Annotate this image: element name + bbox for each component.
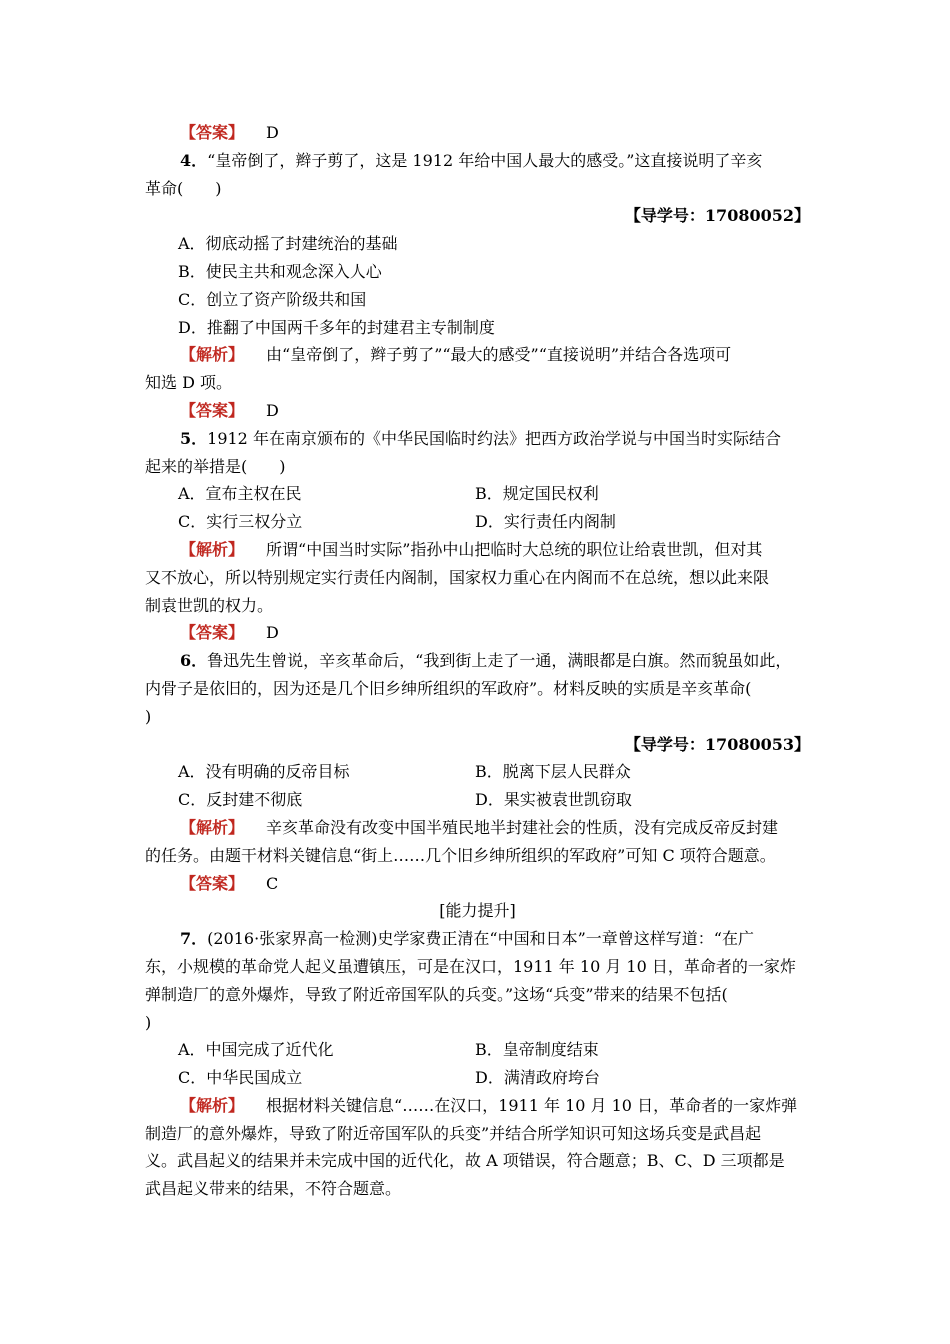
text-line [145,953,810,981]
section-heading [145,897,810,925]
answer-line [145,619,810,647]
option-text: D．推翻了中国两千多年的封建君主专制制度 [178,317,495,337]
option-line [145,314,810,342]
option-left: C．中华民国成立 [178,1068,303,1088]
line-text: 武昌起义带来的结果，不符合题意。 [145,1179,402,1199]
text-line [145,592,810,620]
answer-tag: 【答案】 [180,623,245,643]
line-text: 的任务。由题干材料关键信息“街上……几个旧乡绅所组织的军政府”可知 C 项符合题意。 [145,845,776,865]
line-text: 制袁世凯的权力。 [145,595,274,615]
line-text: 义。武昌起义的结果并未完成中国的近代化，故 A 项错误，符合题意；B、C、D 三项都是 [145,1151,785,1171]
option-left: A．宣布主权在民 [178,484,302,504]
line-text: 制造厂的意外爆炸，导致了附近帝国军队的兵变”并结合所学知识可知这场兵变是武昌起 [145,1123,762,1143]
text-line [145,842,810,870]
answer-line [145,397,810,425]
question-text: 1912 年在南京颁布的《中华民国临时约法》把西方政治学说与中国当时实际结合 [207,428,781,448]
option-row [145,1064,810,1092]
line-text: 知选 D 项。 [145,373,233,393]
analysis-line [145,1092,810,1120]
question-line [145,647,810,675]
line-text: ) [145,706,152,726]
answer-tag: 【答案】 [180,400,245,420]
text-line [145,675,810,703]
option-row [145,480,810,508]
question-line [145,425,810,453]
line-text: 弹制造厂的意外爆炸，导致了附近帝国军队的兵变。”这场“兵变”带来的结果不包括( [145,984,728,1004]
option-text: A．彻底动摇了封建统治的基础 [178,234,398,254]
reference-text: 【导学号：17080053】 [624,734,810,754]
option-text: B．使民主共和观念深入人心 [178,261,382,281]
analysis-line [145,536,810,564]
option-row [145,758,810,786]
question-number: 5． [180,428,208,448]
question-text: “皇帝倒了，辫子剪了，这是 1912 年给中国人最大的感受。”这直接说明了辛亥 [207,150,763,170]
text-line [145,369,810,397]
option-right: D．实行责任内阁制 [475,512,616,532]
analysis-tag: 【解析】 [180,817,245,837]
line-text: 革命( ) [145,178,222,198]
question-text: 鲁迅先生曾说，辛亥革命后，“我到街上走了一通，满眼都是白旗。然而貌虽如此， [207,651,792,671]
analysis-tag: 【解析】 [180,345,245,365]
option-right: B．规定国民权利 [475,484,599,504]
question-text: (2016·张家界高一检测)史学家费正清在“中国和日本”一章曾这样写道：“在广 [207,929,754,949]
line-text: 起来的举措是( ) [145,456,286,476]
reference-number [145,731,810,759]
analysis-line [145,341,810,369]
text-line [145,564,810,592]
section-title: [能力提升] [439,901,516,921]
question-number: 6． [180,651,208,671]
line-text: 内骨子是依旧的，因为还是几个旧乡绅所组织的军政府”。材料反映的实质是辛亥革命( [145,678,752,698]
line-text: ) [145,1012,152,1032]
option-row [145,786,810,814]
answer-value: D [266,400,279,420]
option-row [145,1036,810,1064]
analysis-text: 辛亥革命没有改变中国半殖民地半封建社会的性质，没有完成反帝反封建 [266,817,779,837]
answer-value: C [266,873,279,893]
analysis-tag: 【解析】 [180,539,245,559]
analysis-line [145,814,810,842]
text-line [145,703,810,731]
reference-number [145,202,810,230]
option-left: A．中国完成了近代化 [178,1040,334,1060]
option-left: C．反封建不彻底 [178,790,303,810]
text-line [145,981,810,1009]
analysis-text: 根据材料关键信息“……在汉口，1911 年 10 月 10 日，革命者的一家炸弹 [266,1095,798,1115]
analysis-text: 所谓“中国当时实际”指孙中山把临时大总统的职位让给袁世凯，但对其 [266,539,763,559]
option-left: C．实行三权分立 [178,512,303,532]
option-row [145,508,810,536]
question-line [145,925,810,953]
text-line [145,175,810,203]
text-line [145,1175,810,1203]
text-line [145,1009,810,1037]
option-right: D．果实被袁世凯窃取 [475,790,632,810]
option-right: D．满清政府垮台 [475,1068,600,1088]
text-line [145,453,810,481]
line-text: 又不放心，所以特别规定实行责任内阁制，国家权力重心在内阁而不在总统，想以此来限 [145,567,770,587]
reference-text: 【导学号：17080052】 [624,206,810,226]
answer-tag: 【答案】 [180,123,245,142]
text-line [145,1120,810,1148]
analysis-tag: 【解析】 [180,1095,245,1115]
question-line [145,147,810,175]
answer-value: D [266,123,279,142]
option-line [145,286,810,314]
answer-tag: 【答案】 [180,873,245,893]
answer-value: D [266,623,279,643]
answer-line [145,870,810,898]
analysis-text: 由“皇帝倒了，辫子剪了”“最大的感受”“直接说明”并结合各选项可 [266,345,732,365]
option-line [145,258,810,286]
document-page [145,119,810,1203]
question-number: 7． [180,929,208,949]
text-line [145,1147,810,1175]
line-text: 东，小规模的革命党人起义虽遭镇压，可是在汉口，1911 年 10 月 10 日，革命者的一家炸 [145,956,796,976]
option-right: B．脱离下层人民群众 [475,762,631,782]
question-number: 4． [180,150,208,170]
option-left: A．没有明确的反帝目标 [178,762,350,782]
option-line [145,230,810,258]
option-right: B．皇帝制度结束 [475,1040,599,1060]
answer-line [145,119,810,147]
option-text: C．创立了资产阶级共和国 [178,289,367,309]
